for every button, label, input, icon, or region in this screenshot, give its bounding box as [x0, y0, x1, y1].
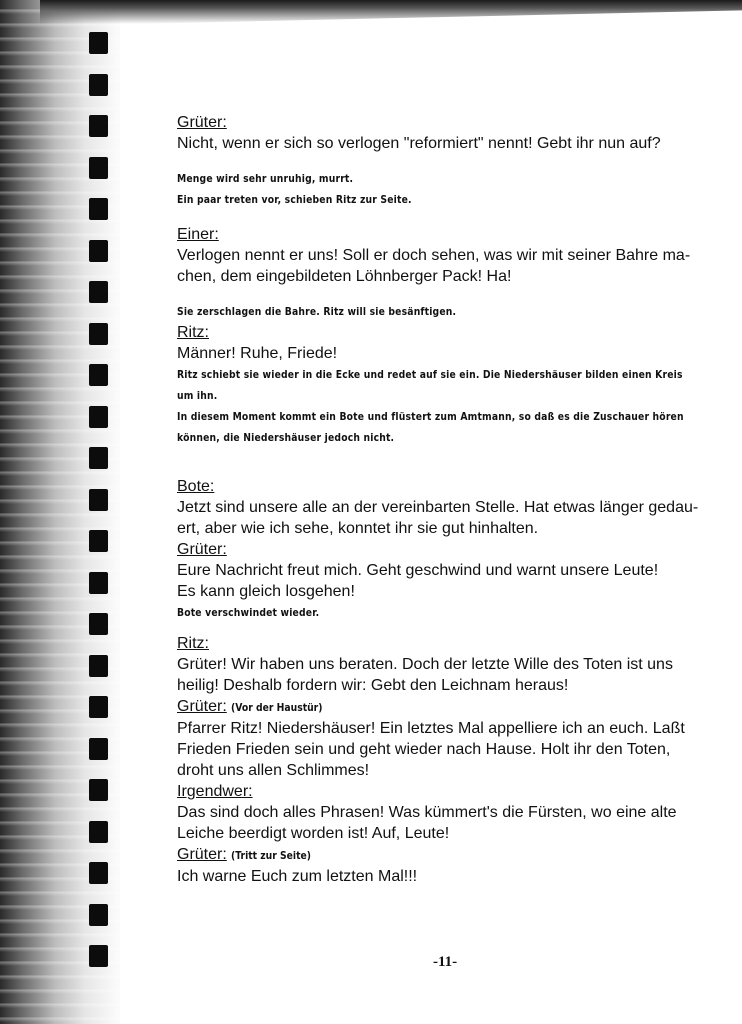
spacer — [177, 448, 722, 462]
stage-direction: um ihn. — [177, 389, 218, 402]
punch-hole — [89, 904, 108, 926]
punch-hole — [89, 821, 108, 843]
speaker-name: Grüter: — [177, 846, 227, 863]
punch-hole — [89, 613, 108, 635]
punch-hole — [89, 74, 108, 96]
spacer — [177, 210, 722, 224]
speaker-name: Ritz: — [177, 635, 209, 652]
punch-hole — [89, 572, 108, 594]
punch-hole — [89, 32, 108, 54]
dialogue-line: ert, aber wie ich sehe, konntet ihr sie gut hinhalten. — [177, 520, 539, 537]
punch-hole — [89, 364, 108, 386]
speaker-name: Bote: — [177, 478, 215, 495]
punch-hole — [89, 696, 108, 718]
spacer — [177, 154, 722, 168]
stage-direction: Bote verschwindet wieder. — [177, 606, 320, 619]
stage-direction-inline: (Tritt zur Seite) — [230, 849, 311, 862]
speaker-name: Grüter: — [177, 698, 227, 715]
speaker-name: Einer: — [177, 226, 219, 243]
dialogue-line: droht uns allen Schlimmes! — [177, 762, 370, 779]
punch-hole — [89, 862, 108, 884]
punch-hole — [89, 779, 108, 801]
speaker-line — [177, 112, 722, 133]
speaker-line — [177, 539, 722, 560]
stage-direction-inline: (Vor der Haustür) — [230, 701, 323, 714]
punch-hole — [89, 323, 108, 345]
dialogue-line: Leiche beerdigt worden ist! Auf, Leute! — [177, 825, 450, 842]
punch-hole — [89, 530, 108, 552]
speaker-line — [177, 476, 722, 497]
speaker-name: Grüter: — [177, 114, 227, 131]
punch-hole — [89, 115, 108, 137]
speaker-line — [177, 781, 722, 802]
speaker-line — [177, 224, 722, 245]
dialogue-line: Pfarrer Ritz! Niedershäuser! Ein letztes Mal appelliere ich an euch. Laßt — [177, 720, 685, 737]
punch-hole — [89, 447, 108, 469]
stage-direction: Menge wird sehr unruhig, murrt. — [177, 172, 354, 185]
punch-hole — [89, 198, 108, 220]
punch-hole — [89, 157, 108, 179]
dialogue-line: heilig! Deshalb fordern wir: Gebt den Leichnam heraus! — [177, 677, 569, 694]
stage-direction: Sie zerschlagen die Bahre. Ritz will sie besänftigen. — [177, 305, 457, 318]
stage-direction: In diesem Moment kommt ein Bote und flüstert zum Amtmann, so daß es die Zuschauer hören — [177, 410, 684, 423]
stage-direction: können, die Niedershäuser jedoch nicht. — [177, 431, 395, 444]
stage-direction: Ritz schiebt sie wieder in die Ecke und redet auf sie ein. Die Niedershäuser bilden einen Kreis — [177, 368, 683, 381]
script-page-text — [177, 112, 722, 887]
dialogue-line: Männer! Ruhe, Friede! — [177, 345, 338, 362]
dialogue-line: Grüter! Wir haben uns beraten. Doch der letzte Wille des Toten ist uns — [177, 656, 673, 673]
dialogue-line: Nicht, wenn er sich so verlogen "reformiert" nennt! Gebt ihr nun auf? — [177, 135, 661, 152]
dialogue-line: Es kann gleich losgehen! — [177, 583, 355, 600]
speaker-line — [177, 844, 722, 866]
dialogue-line: Jetzt sind unsere alle an der vereinbarten Stelle. Hat etwas länger gedau- — [177, 499, 699, 516]
dialogue-line: Ich warne Euch zum letzten Mal!!! — [177, 868, 418, 885]
dialogue-line: Das sind doch alles Phrasen! Was kümmert's die Fürsten, wo eine alte — [177, 804, 677, 821]
spacer — [177, 623, 722, 633]
page-number: -11- — [433, 954, 458, 970]
spacer — [177, 287, 722, 301]
punch-hole — [89, 489, 108, 511]
punch-hole — [89, 655, 108, 677]
speaker-line — [177, 696, 722, 718]
speaker-line — [177, 633, 722, 654]
punch-hole — [89, 281, 108, 303]
stage-direction: Ein paar treten vor, schieben Ritz zur Seite. — [177, 193, 412, 206]
dialogue-line: chen, dem eingebildeten Löhnberger Pack! Ha! — [177, 268, 512, 285]
speaker-line — [177, 322, 722, 343]
punch-hole — [89, 738, 108, 760]
speaker-name: Irgendwer: — [177, 783, 253, 800]
scan-edge-shadow — [40, 0, 742, 26]
punch-holes — [89, 0, 109, 1024]
punch-hole — [89, 406, 108, 428]
speaker-name: Ritz: — [177, 324, 209, 341]
dialogue-line: Eure Nachricht freut mich. Geht geschwind und warnt unsere Leute! — [177, 562, 659, 579]
punch-hole — [89, 240, 108, 262]
spacer — [177, 462, 722, 476]
dialogue-line: Verlogen nennt er uns! Soll er doch sehen, was wir mit seiner Bahre ma- — [177, 247, 691, 264]
punch-hole — [89, 945, 108, 967]
dialogue-line: Frieden Frieden sein und geht wieder nach Hause. Holt ihr den Toten, — [177, 741, 671, 758]
speaker-name: Grüter: — [177, 541, 227, 558]
